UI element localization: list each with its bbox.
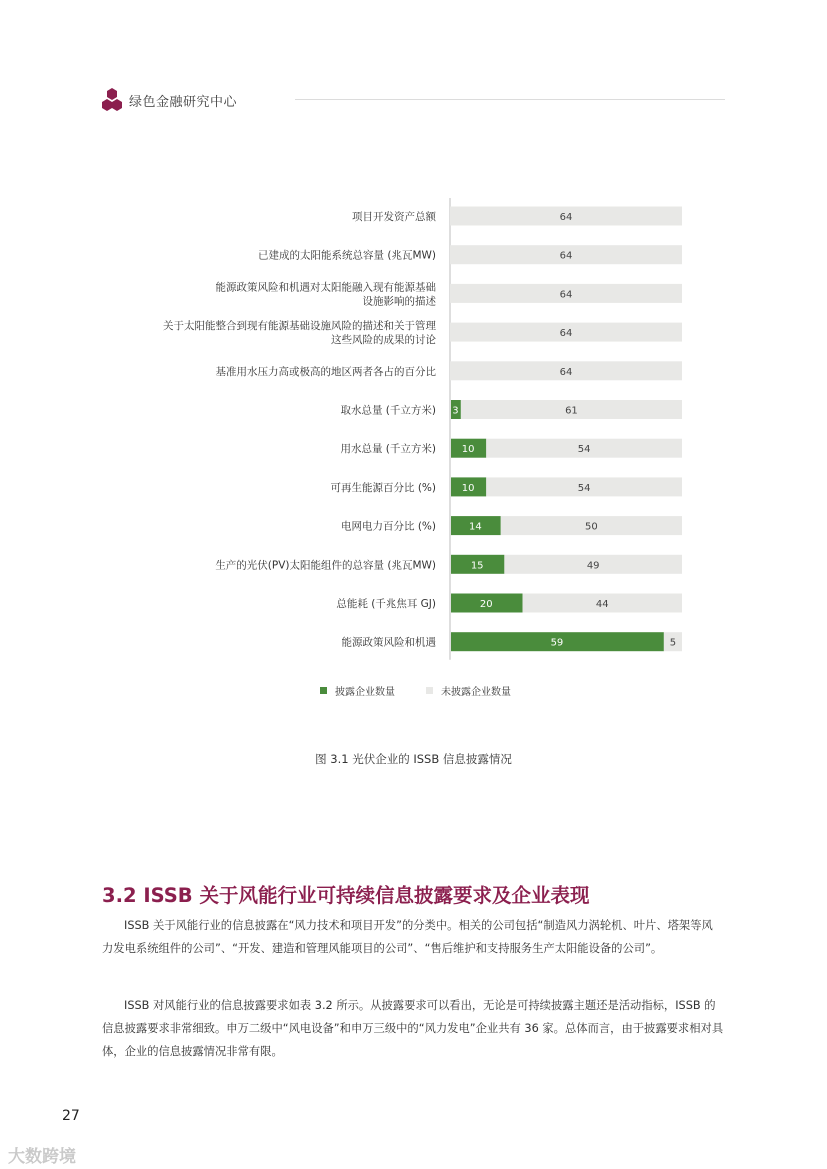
value-label-disclosed: 10 — [461, 444, 475, 456]
value-label-undisclosed: 64 — [559, 366, 573, 378]
section-title: 3.2 ISSB 关于风能行业可持续信息披露要求及企业表现 — [102, 884, 590, 907]
watermark: 大数跨境 — [8, 1147, 76, 1167]
category-label: 取水总量 (千立方米) — [340, 404, 436, 417]
category-label: 这些风险的成果的讨论 — [331, 334, 436, 347]
category-label: 用水总量 (千立方米) — [340, 443, 436, 456]
value-label-undisclosed: 54 — [577, 444, 591, 456]
value-label-undisclosed: 5 — [669, 637, 677, 649]
value-label-disclosed: 15 — [470, 560, 484, 572]
value-label-undisclosed: 64 — [559, 289, 573, 301]
value-label-undisclosed: 49 — [586, 560, 600, 572]
category-label: 已建成的太阳能系统总容量 (兆瓦MW) — [258, 249, 436, 262]
value-label-undisclosed: 61 — [565, 405, 578, 417]
value-label-disclosed: 14 — [469, 521, 482, 533]
paragraph-1: ISSB 关于风能行业的信息披露在“风力技术和项目开发”的分类中。相关的公司包括“制造风力涡轮机、叶片、塔架等风力发电系统组件的公司”、“开发、建造和管理风能项目的公司”、“售后维护和支持服务生产太阳能设备的公司”。 — [102, 919, 713, 955]
category-label: 能源政策风险和机遇对太阳能融入现有能源基础 — [215, 281, 436, 294]
legend-item-disclosed — [320, 683, 395, 698]
value-label-undisclosed: 50 — [585, 521, 598, 533]
category-label: 生产的光伏(PV)太阳能组件的总容量 (兆瓦MW) — [215, 559, 436, 572]
value-label-undisclosed: 44 — [595, 599, 609, 610]
legend-label-undisclosed: 未披露企业数量 — [441, 687, 511, 698]
value-label-disclosed: 20 — [479, 599, 493, 610]
category-label: 设施影响的描述 — [362, 295, 436, 308]
disclosure-bar-chart — [0, 190, 827, 670]
figure-caption: 图 3.1 光伏企业的 ISSB 信息披露情况 — [315, 752, 512, 766]
value-label-disclosed: 3 — [452, 405, 459, 417]
legend-swatch-disclosed — [320, 687, 327, 694]
category-label: 能源政策风险和机遇 — [341, 636, 436, 649]
hexagon-logo-icon — [102, 88, 122, 112]
value-label-undisclosed: 64 — [559, 328, 573, 340]
value-label-undisclosed: 54 — [577, 482, 591, 494]
category-label: 基准用水压力高或极高的地区两者各占的百分比 — [215, 365, 436, 378]
category-label: 可再生能源百分比 (%) — [330, 481, 436, 494]
legend-item-undisclosed — [426, 683, 511, 698]
legend-label-disclosed: 披露企业数量 — [335, 687, 395, 698]
page-header — [102, 86, 727, 116]
category-label: 总能耗 (千兆焦耳 GJ) — [336, 598, 436, 610]
paragraph-2: ISSB 对风能行业的信息披露要求如表 3.2 所示。从披露要求可以看出，无论是可持续披露主题还是活动指标，ISSB 的信息披露要求非常细致。申万二级中“风电设备”和申万三级中的“风力发电”企业共有 36 家。总体而言，由于披露要求相对具体，企业的信息披露情况非常有限。 — [102, 999, 724, 1058]
page-number: 27 — [62, 1108, 80, 1124]
chart-svg — [0, 190, 827, 670]
value-label-undisclosed: 64 — [559, 212, 573, 223]
category-label: 关于太阳能整合到现有能源基础设施风险的描述和关于管理 — [163, 320, 436, 333]
legend-swatch-undisclosed — [426, 687, 433, 694]
value-label-disclosed: 10 — [461, 482, 475, 494]
category-label: 电网电力百分比 (%) — [340, 520, 436, 533]
value-label-undisclosed: 64 — [559, 250, 573, 262]
value-label-disclosed: 59 — [550, 637, 564, 649]
org-name: 绿色金融研究中心 — [129, 95, 238, 110]
header-divider — [295, 99, 725, 100]
category-label: 项目开发资产总额 — [352, 211, 436, 223]
